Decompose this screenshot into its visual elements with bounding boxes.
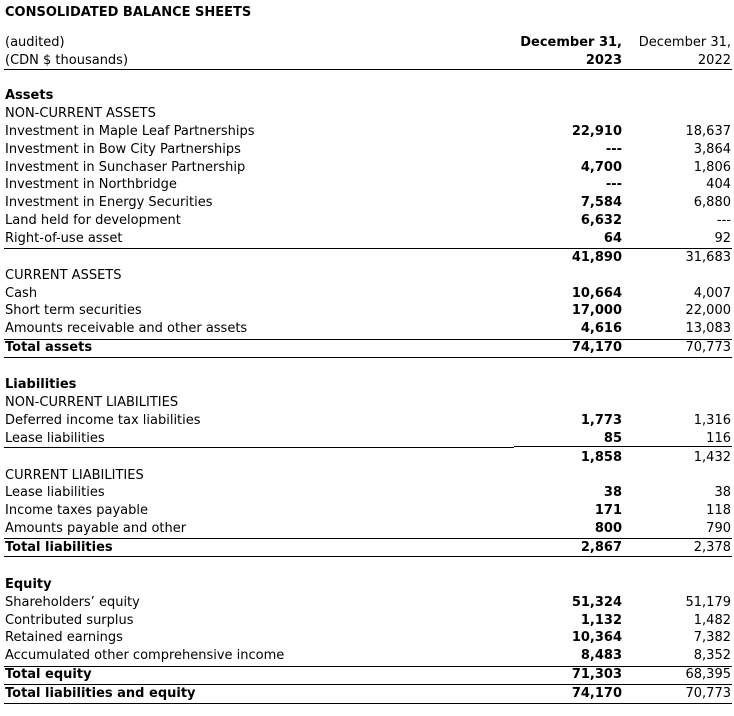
row-label: Investment in Sunchaser Partnership [5,160,246,175]
value-2022: 70,773 [685,686,731,701]
divider [4,538,732,539]
value-2023: 6,632 [580,213,622,228]
total-row [0,539,734,557]
value-2022: 70,773 [685,340,731,355]
row-label: Retained earnings [5,630,123,645]
value-2023: 7,584 [580,195,622,210]
table-row [0,520,734,538]
row-label: Total liabilities [5,540,113,555]
row-label: Right-of-use asset [5,231,123,246]
table-row [0,502,734,520]
table-row [0,105,734,123]
value-2023: 10,664 [571,286,622,301]
value-2022: 92 [714,231,731,246]
value-2023: 71,303 [571,667,622,682]
value-2022: 116 [706,431,731,446]
value-2023: 8,483 [580,648,622,663]
table-row [0,123,734,141]
col-2022-header-line1: December 31, [638,35,731,50]
row-label: Short term securities [5,303,142,318]
value-2023: 22,910 [571,124,622,139]
value-2022: 6,880 [693,195,731,210]
value-2022: 1,806 [693,160,731,175]
table-row [0,647,734,665]
value-2022: 8,352 [693,648,731,663]
table-row [0,449,734,467]
table-row [0,159,734,177]
value-2023: 1,132 [580,613,622,628]
divider [514,446,732,447]
table-row [0,412,734,430]
document-title: CONSOLIDATED BALANCE SHEETS [5,5,252,20]
row-label: Total assets [5,340,93,355]
value-2022: 18,637 [685,124,731,139]
value-2023: 41,890 [571,250,622,265]
value-2022: 404 [706,177,731,192]
table-row [0,267,734,285]
row-label: Amounts payable and other [5,521,187,536]
divider [4,357,732,358]
row-label: Investment in Bow City Partnerships [5,142,241,157]
row-label: Lease liabilities [5,485,105,500]
value-2022: 1,316 [693,413,731,428]
section-heading-row [0,376,734,394]
total-row [0,339,734,357]
col-2023-header-line1: December 31, [520,35,622,50]
row-label: Deferred income tax liabilities [5,413,201,428]
value-2022: 4,007 [693,286,731,301]
value-2023: 4,700 [580,160,622,175]
value-2023: 64 [603,231,622,246]
row-label: Accumulated other comprehensive income [5,648,285,663]
table-row [0,320,734,338]
table-row [0,194,734,212]
row-label: Total equity [5,667,92,682]
row-label: Investment in Northbridge [5,177,177,192]
table-row [0,594,734,612]
value-2022: 1,432 [693,450,731,465]
total-row [0,685,734,703]
audited-note: (audited) [5,35,65,50]
row-label: Amounts receivable and other assets [5,321,248,336]
value-2023: 171 [594,503,622,518]
table-row [0,141,734,159]
divider [4,684,732,685]
currency-note: (CDN $ thousands) [5,53,129,68]
table-row [0,484,734,502]
row-label: Assets [5,88,54,103]
table-row [0,612,734,630]
value-2023: 800 [594,521,622,536]
row-label: Contributed surplus [5,613,134,628]
table-row [0,629,734,647]
value-2023: --- [605,177,622,192]
row-label: Equity [5,577,52,592]
header-divider [4,69,732,70]
value-2023: 74,170 [571,686,622,701]
row-label: Cash [5,286,38,301]
row-label: Liabilities [5,377,77,392]
value-2022: 118 [706,503,731,518]
value-2022: 2,378 [693,540,731,555]
value-2023: 10,364 [571,630,622,645]
divider [4,703,732,704]
value-2022: 13,083 [685,321,731,336]
row-label: Shareholders’ equity [5,595,140,610]
value-2022: 31,683 [685,250,731,265]
value-2023: 85 [603,431,622,446]
value-2022: 22,000 [685,303,731,318]
value-2023: 51,324 [571,595,622,610]
value-2022: 38 [714,485,731,500]
table-row [0,394,734,412]
value-2023: 4,616 [580,321,622,336]
value-2023: 1,858 [580,450,622,465]
divider [4,556,732,557]
value-2022: 68,395 [685,667,731,682]
table-row [0,249,734,267]
table-row [0,212,734,230]
value-2022: 790 [706,521,731,536]
row-label: Income taxes payable [5,503,148,518]
value-2022: 1,482 [693,613,731,628]
value-2022: 51,179 [685,595,731,610]
value-2023: 17,000 [571,303,622,318]
row-label: CURRENT LIABILITIES [5,468,144,483]
row-label: NON-CURRENT LIABILITIES [5,395,179,410]
row-label: CURRENT ASSETS [5,268,122,283]
header-row-1 [0,34,734,52]
table-row [0,302,734,320]
divider [4,666,732,667]
total-row [0,666,734,684]
table-row [0,285,734,303]
table-row [0,467,734,485]
value-2023: 38 [603,485,622,500]
divider [4,339,732,340]
row-label: Investment in Energy Securities [5,195,213,210]
row-label: Investment in Maple Leaf Partnerships [5,124,255,139]
divider [4,447,514,448]
value-2022: --- [716,213,731,228]
header-row-2 [0,52,734,70]
col-2022-header-line2: 2022 [697,53,731,68]
row-label: Total liabilities and equity [5,686,196,701]
value-2022: 3,864 [693,142,731,157]
table-row [0,230,734,248]
table-row [0,176,734,194]
value-2023: 1,773 [580,413,622,428]
value-2023: --- [605,142,622,157]
value-2023: 2,867 [580,540,622,555]
divider [4,248,732,249]
section-heading-row [0,87,734,105]
value-2022: 7,382 [693,630,731,645]
value-2023: 74,170 [571,340,622,355]
row-label: Lease liabilities [5,431,105,446]
col-2023-header-line2: 2023 [585,53,622,68]
row-label: NON-CURRENT ASSETS [5,106,156,121]
row-label: Land held for development [5,213,181,228]
section-heading-row [0,576,734,594]
